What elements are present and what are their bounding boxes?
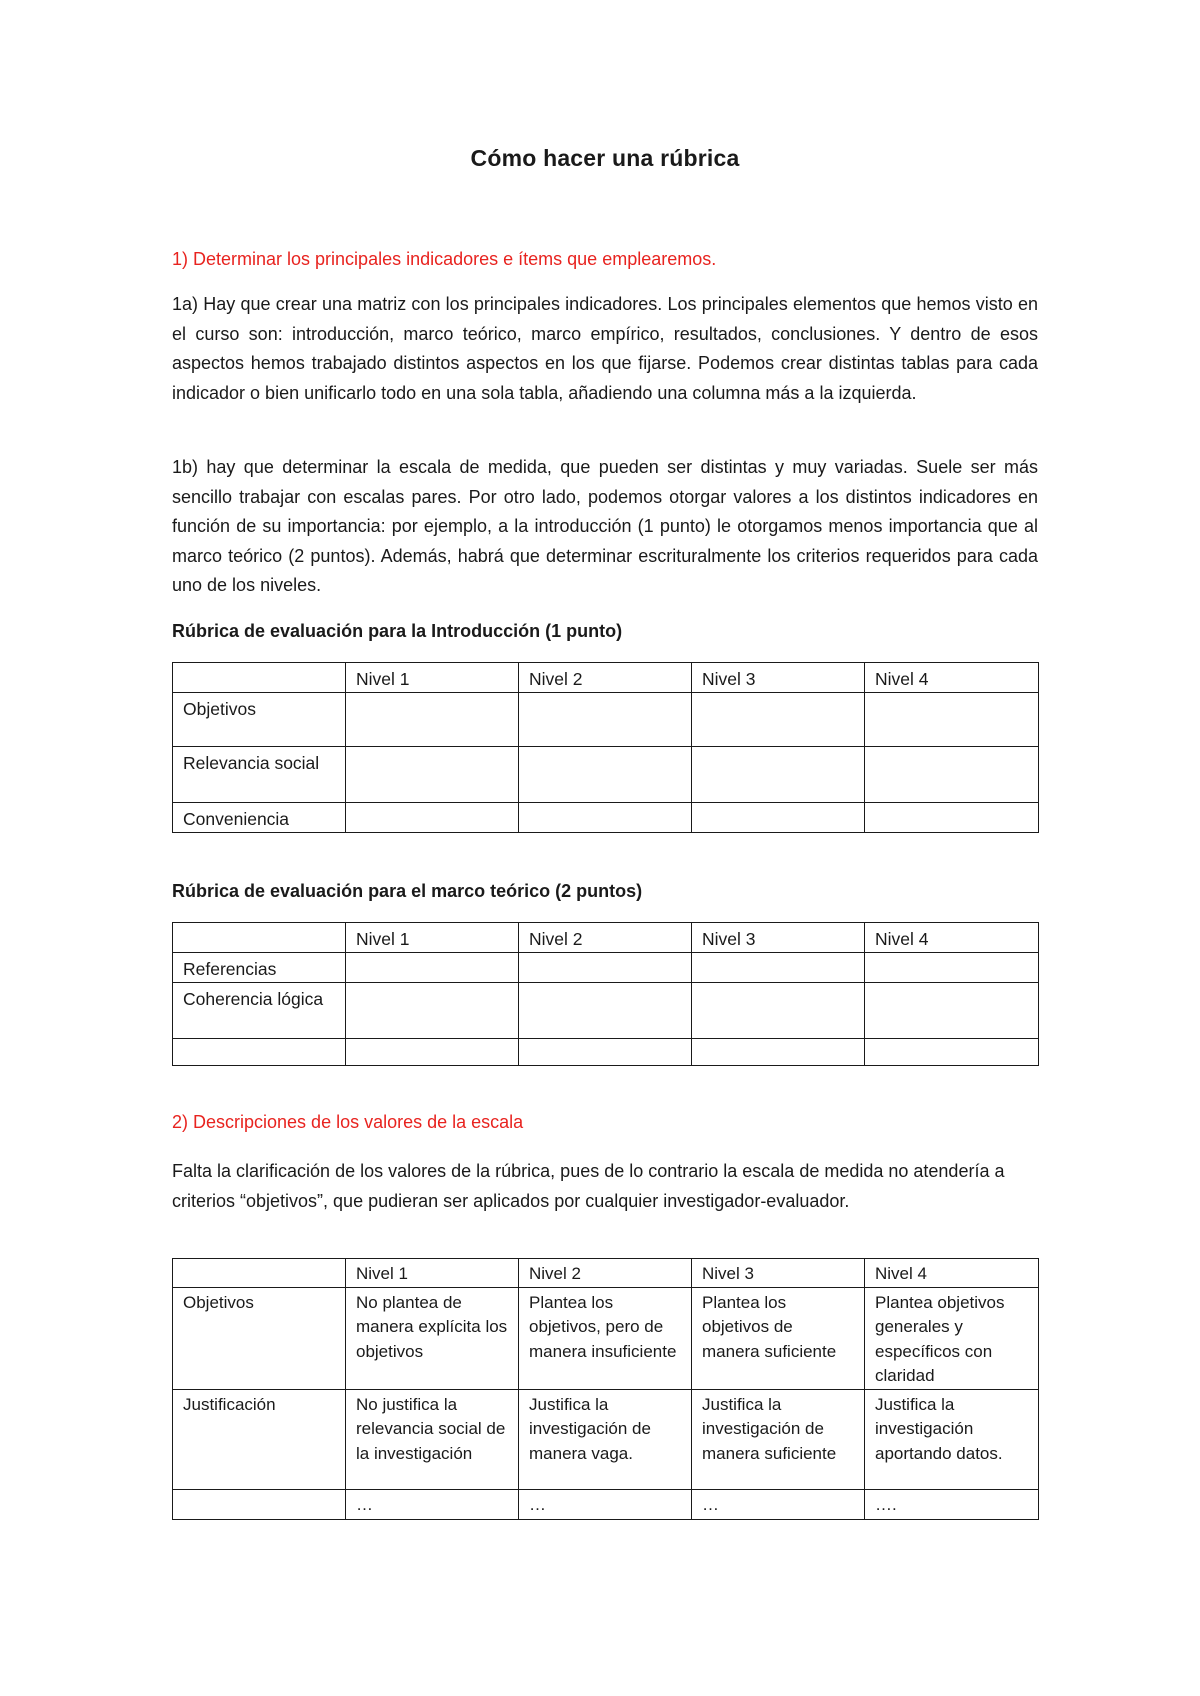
table-row — [173, 693, 1039, 747]
table-cell: Justifica la investigación de manera vaga. — [519, 1389, 692, 1489]
rubric-table-descripciones — [172, 1258, 1039, 1520]
table-row — [173, 953, 1039, 983]
table-cell — [692, 693, 865, 747]
header-cell — [173, 663, 346, 693]
row-label: Objetivos — [173, 1287, 346, 1389]
header-cell: Nivel 2 — [519, 923, 692, 953]
paragraph-1a: 1a) Hay que crear una matriz con los principales indicadores. Los principales elementos que hemos visto en el curso son: introducción, marco teórico, marco empírico, resultados, conclusiones. Y dentro de esos aspectos hemos trabajado distintos aspectos en los que fijarse. Podemos crear distintas tablas para cada indicador o bien unificarlo todo en una sola tabla, añadiendo una columna más a la izquierda. — [172, 294, 1038, 403]
table-header-row — [173, 663, 1039, 693]
table-row — [173, 1039, 1039, 1066]
document-title: Cómo hacer una rúbrica — [470, 145, 740, 171]
table-cell — [692, 747, 865, 803]
table-cell — [346, 1039, 519, 1066]
header-cell — [173, 1259, 346, 1288]
row-label: Referencias — [173, 953, 346, 983]
paragraph-1b: 1b) hay que determinar la escala de medida, que pueden ser distintas y muy variadas. Suele ser más sencillo trabajar con escalas pares. Por otro lado, podemos otorgar valores a los distintos indicadores en función de su importancia: por ejemplo, a la introducción (1 punto) le otorgamos menos importancia que al marco teórico (2 puntos). Además, habrá que determinar escrituralmente los criterios requeridos para cada uno de los niveles. — [172, 457, 1038, 595]
table-cell — [346, 747, 519, 803]
header-cell: Nivel 4 — [865, 1259, 1039, 1288]
table-cell — [692, 983, 865, 1039]
table-cell: No justifica la relevancia social de la investigación — [346, 1389, 519, 1489]
table-header-row — [173, 1259, 1039, 1288]
table-row — [173, 1287, 1039, 1389]
table-cell: Justifica la investigación aportando datos. — [865, 1389, 1039, 1489]
table-cell — [865, 747, 1039, 803]
header-cell: Nivel 3 — [692, 663, 865, 693]
rubric-table-marco-teorico — [172, 922, 1039, 1066]
table-2-title: Rúbrica de evaluación para el marco teórico (2 puntos) — [172, 881, 643, 901]
table-cell: … — [346, 1489, 519, 1519]
row-label — [173, 1489, 346, 1519]
table-cell — [519, 983, 692, 1039]
table-cell — [346, 803, 519, 833]
table-cell: …. — [865, 1489, 1039, 1519]
table-cell: Plantea objetivos generales y específicos con claridad — [865, 1287, 1039, 1389]
section-1-heading: 1) Determinar los principales indicadores e ítems que emplearemos. — [172, 249, 717, 269]
table-cell: Plantea los objetivos de manera suficiente — [692, 1287, 865, 1389]
table-cell — [865, 693, 1039, 747]
table-cell — [692, 803, 865, 833]
row-label: Relevancia social — [173, 747, 346, 803]
header-cell: Nivel 4 — [865, 923, 1039, 953]
paragraph-section-2: Falta la clarificación de los valores de la rúbrica, pues de lo contrario la escala de medida no atendería a criterios “objetivos”, que pudieran ser aplicados por cualquier investigador-evaluador. — [172, 1161, 1005, 1211]
header-cell: Nivel 2 — [519, 663, 692, 693]
row-label — [173, 1039, 346, 1066]
table-cell — [692, 953, 865, 983]
table-cell — [519, 1039, 692, 1066]
table-header-row — [173, 923, 1039, 953]
table-cell — [519, 953, 692, 983]
table-cell — [519, 747, 692, 803]
table-cell: … — [519, 1489, 692, 1519]
table-row — [173, 1489, 1039, 1519]
header-cell: Nivel 1 — [346, 663, 519, 693]
table-cell — [865, 1039, 1039, 1066]
table-cell: Justifica la investigación de manera suficiente — [692, 1389, 865, 1489]
header-cell: Nivel 1 — [346, 1259, 519, 1288]
section-2-heading: 2) Descripciones de los valores de la escala — [172, 1112, 524, 1132]
rubric-table-introduccion — [172, 662, 1039, 833]
table-cell: Plantea los objetivos, pero de manera insuficiente — [519, 1287, 692, 1389]
header-cell: Nivel 1 — [346, 923, 519, 953]
table-cell — [865, 953, 1039, 983]
table-row — [173, 803, 1039, 833]
header-cell: Nivel 4 — [865, 663, 1039, 693]
row-label: Conveniencia — [173, 803, 346, 833]
header-cell — [173, 923, 346, 953]
table-row — [173, 983, 1039, 1039]
table-cell — [519, 803, 692, 833]
table-cell — [692, 1039, 865, 1066]
table-cell — [346, 953, 519, 983]
table-1-title: Rúbrica de evaluación para la Introducción (1 punto) — [172, 621, 623, 641]
row-label: Objetivos — [173, 693, 346, 747]
table-cell — [865, 803, 1039, 833]
header-cell: Nivel 3 — [692, 1259, 865, 1288]
table-cell — [346, 983, 519, 1039]
row-label: Justificación — [173, 1389, 346, 1489]
header-cell: Nivel 2 — [519, 1259, 692, 1288]
header-cell: Nivel 3 — [692, 923, 865, 953]
table-cell: … — [692, 1489, 865, 1519]
table-cell — [519, 693, 692, 747]
table-row — [173, 747, 1039, 803]
table-cell — [865, 983, 1039, 1039]
table-row — [173, 1389, 1039, 1489]
row-label: Coherencia lógica — [173, 983, 346, 1039]
table-cell — [346, 693, 519, 747]
table-cell: No plantea de manera explícita los objetivos — [346, 1287, 519, 1389]
